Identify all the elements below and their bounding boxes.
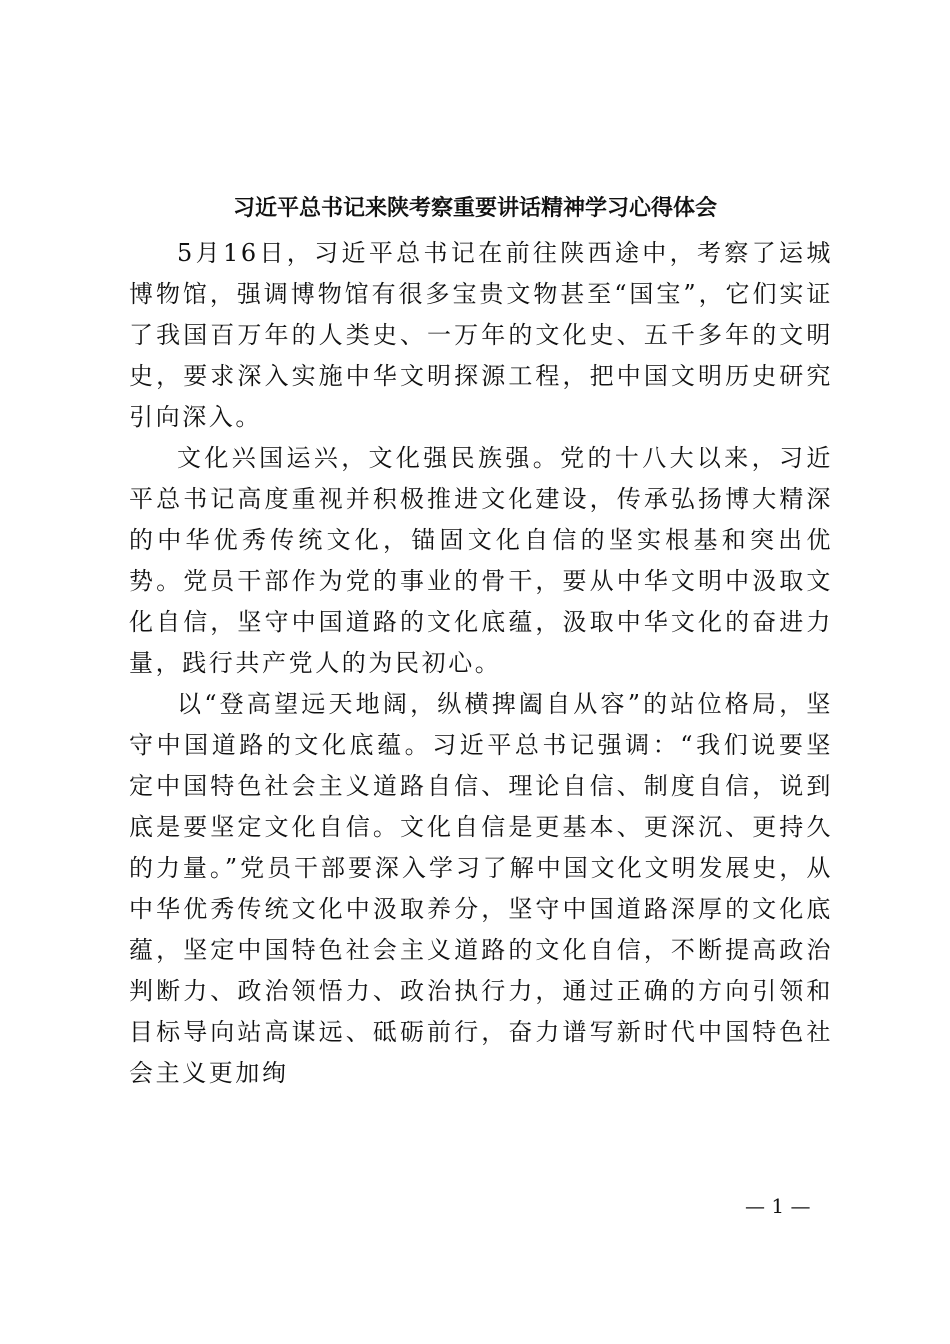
document-body — [129, 233, 833, 1094]
paragraph-3: 以“登高望远天地阔，纵横捭阖自从容”的站位格局，坚守中国道路的文化底蕴。习近平总书记强调：“我们说要坚定中国特色社会主义道路自信、理论自信、制度自信，说到底是要坚定文化自信。文化自信是更基本、更深沉、更持久的力量。”党员干部要深入学习了解中国文化文明发展史，从中华优秀传统文化中汲取养分，坚守中国道路深厚的文化底蕴，坚定中国特色社会主义道路的文化自信，不断提高政治判断力、政治领悟力、政治执行力，通过正确的方向引领和目标导向站高谋远、砥砺前行，奋力谱写新时代中国特色社会主义更加绚 — [129, 690, 833, 1087]
document-title: 习近平总书记来陕考察重要讲话精神学习心得体会 — [232, 195, 717, 221]
paragraph-1: 5月16日，习近平总书记在前往陕西途中，考察了运城博物馆，强调博物馆有很多宝贵文物甚至“国宝”，它们实证了我国百万年的人类史、一万年的文化史、五千多年的文明史，要求深入实施中华文明探源工程，把中国文明历史研究引向深入。 — [129, 239, 833, 431]
page-number: — 1 — — [745, 1194, 811, 1218]
paragraph-2: 文化兴国运兴，文化强民族强。党的十八大以来，习近平总书记高度重视并积极推进文化建设，传承弘扬博大精深的中华优秀传统文化，锚固文化自信的坚实根基和突出优势。党员干部作为党的事业的骨干，要从中华文明中汲取文化自信，坚守中国道路的文化底蕴，汲取中华文化的奋进力量，践行共产党人的为民初心。 — [129, 444, 833, 677]
